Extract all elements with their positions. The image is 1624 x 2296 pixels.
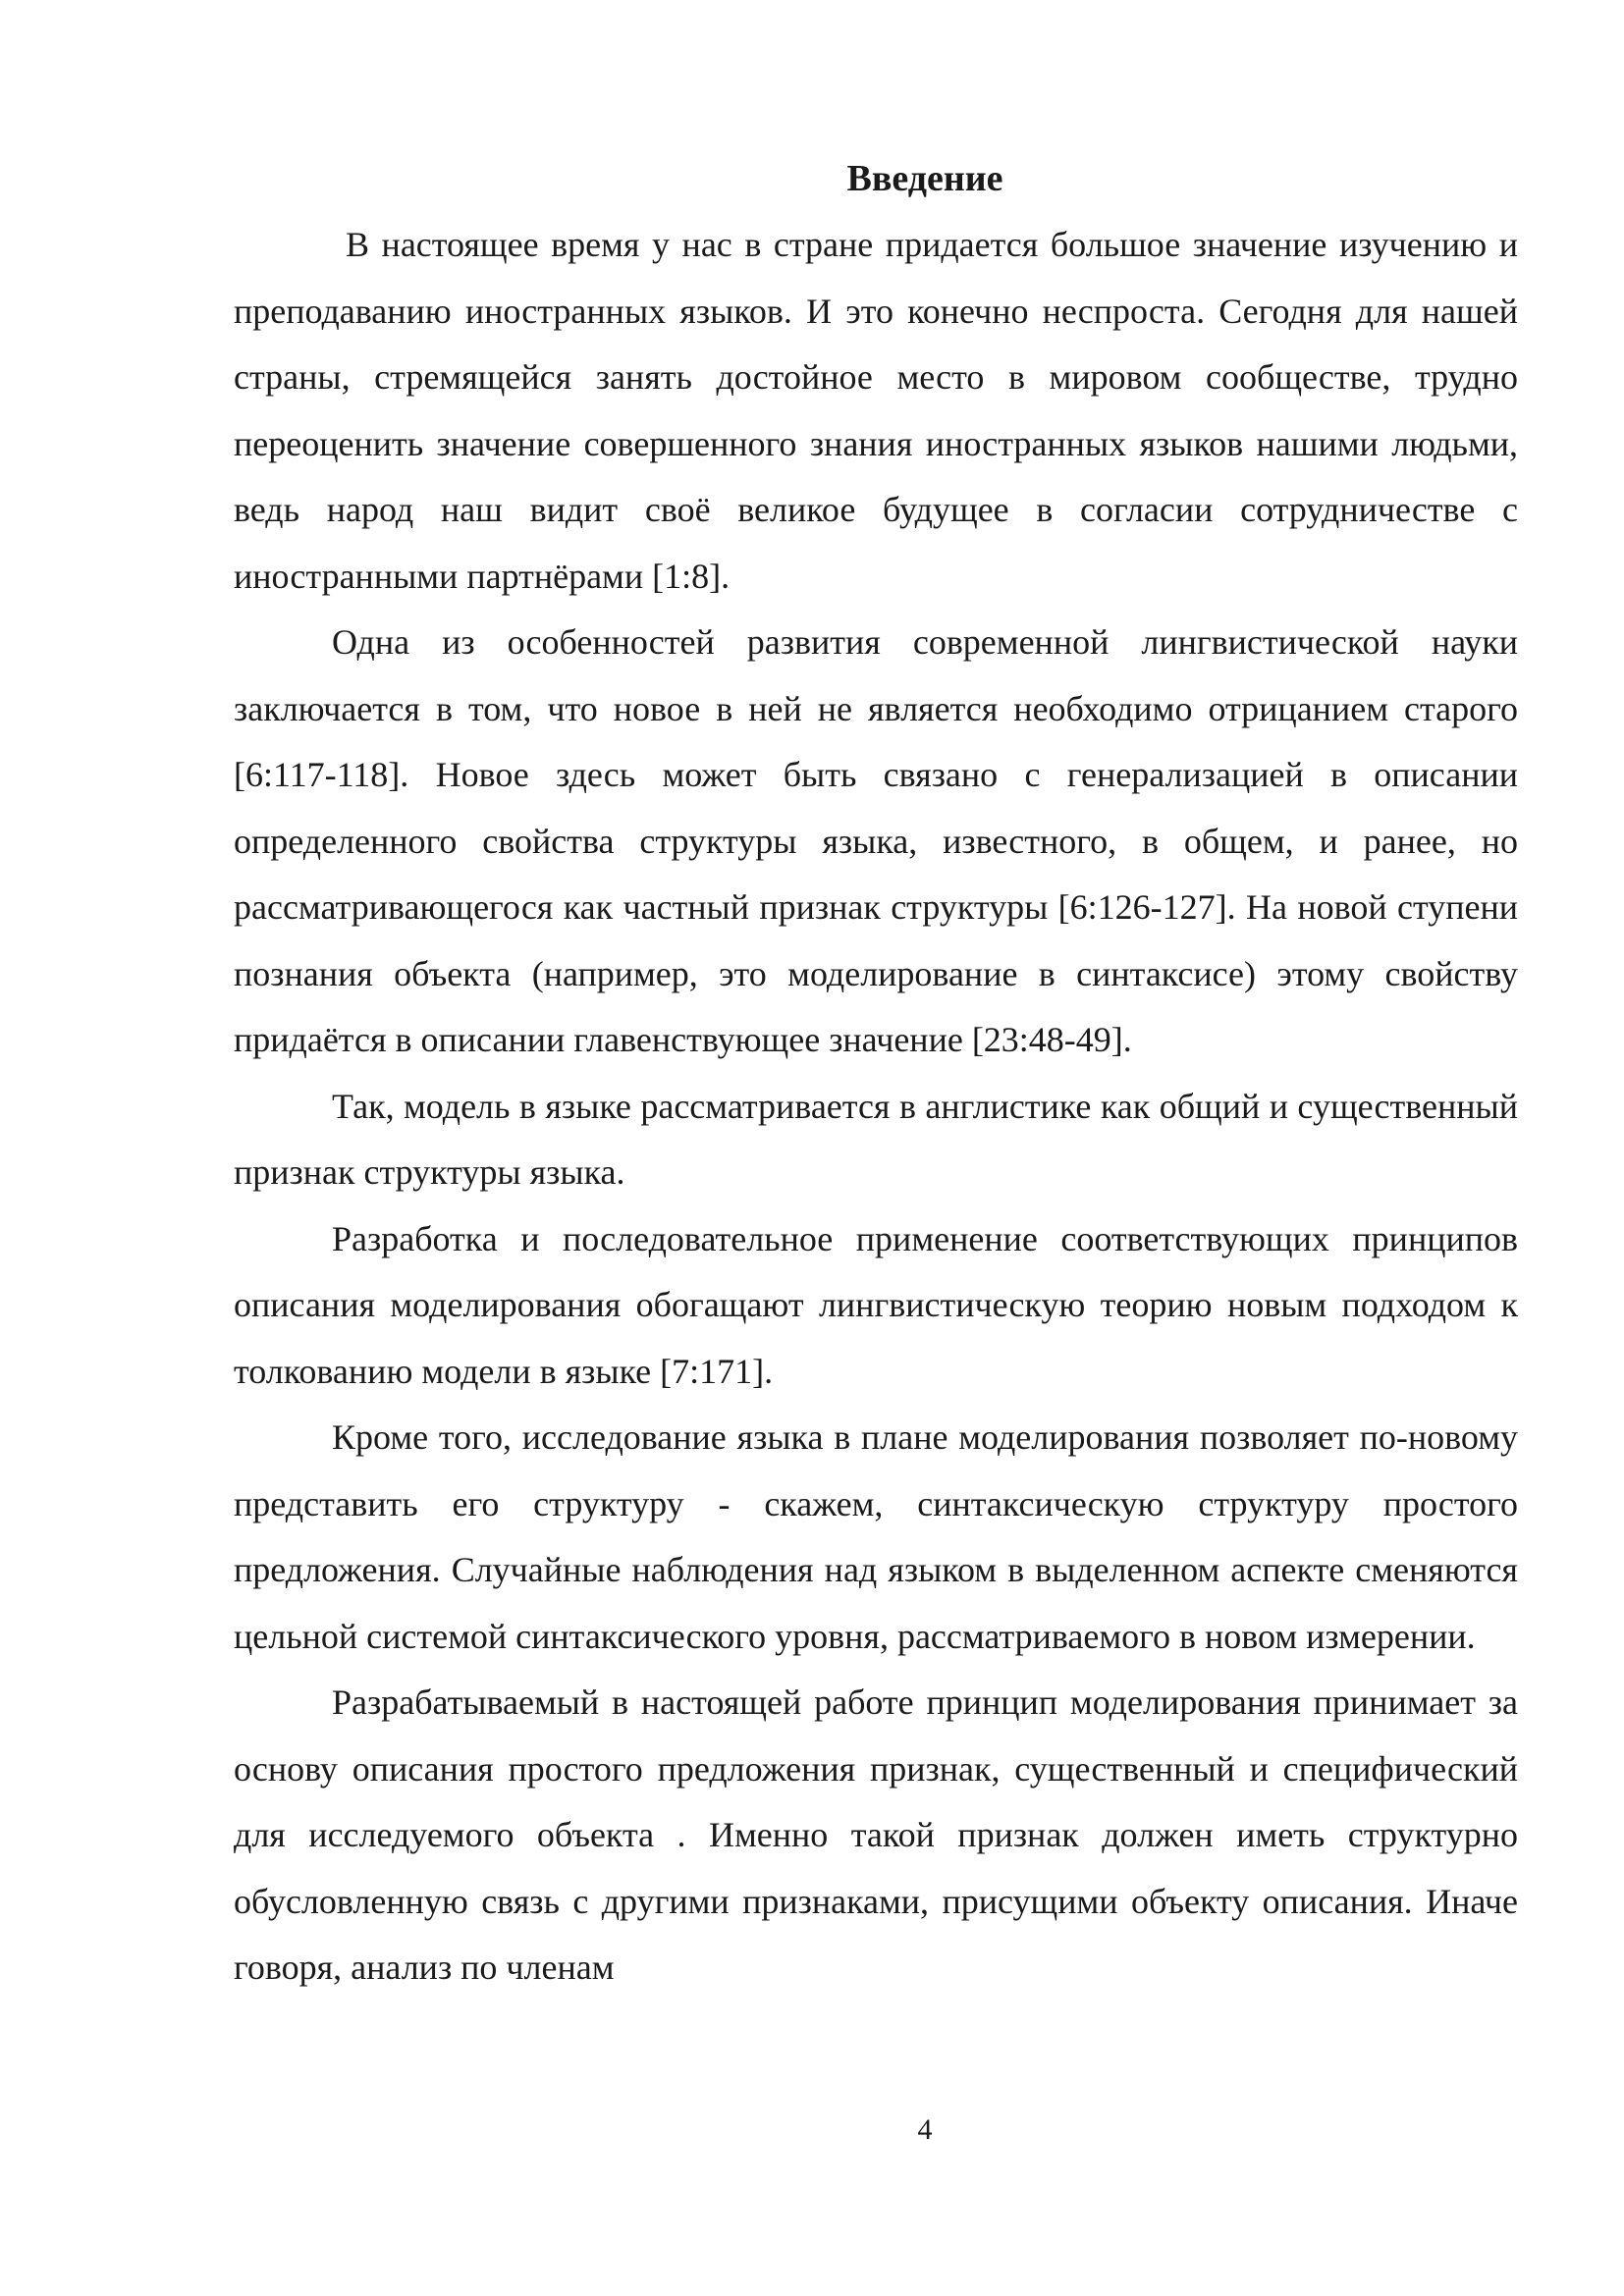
paragraph-5: Кроме того, исследование языка в плане моделирования позволяет по-новому представить его структуру - скажем, синтаксическую структуру простого предложения. Случайные наблюдения над языком в выделенном аспекте сменяются цельной системой синтаксического уровня, рассматриваемого в новом измерении. [234, 1417, 1518, 1656]
section-title: Введение [846, 158, 1003, 199]
paragraph-1: В настоящее время у нас в стране придается большое значение изучению и преподаванию иностранных языков. И это конечно неспроста. Сегодня для нашей страны, стремящейся занять достойное место в мировом сообществе, трудно переоценить значение совершенного знания иностранных языков нашими людьми, ведь народ наш видит своё великое будущее в согласии сотрудничестве с иностранными партнёрами [1:8]. [234, 225, 1518, 596]
paragraph-6: Разрабатываемый в настоящей работе принцип моделирования принимает за основу описания простого предложения признак, существенный и специфический для исследуемого объекта . Именно такой признак должен иметь структурно обусловленную связь с другими признаками, присущими объекту описания. Иначе говоря, анализ по членам [234, 1682, 1518, 1987]
paragraph-3: Так, модель в языке рассматривается в англистике как общий и существенный признак структуры языка. [234, 1086, 1518, 1192]
paragraph-4: Разработка и последовательное применение соответствующих принципов описания моделирования обогащают лингвистическую теорию новым подходом к толкованию модели в языке [7:171]. [234, 1218, 1518, 1391]
document-body [234, 212, 1518, 2002]
page-number: 4 [917, 2113, 933, 2146]
paragraph-2: Одна из особенностей развития современной лингвистической науки заключается в том, что новое в ней не является необходимо отрицанием старого [6:117-118]. Новое здесь может быть связано с генерализацией в описании определенного свойства структуры языка, известного, в общем, и ранее, но рассматривающегося как частный признак структуры [6:126-127]. На новой ступени познания объекта (например, это моделирование в синтаксисе) этому свойству придаётся в описании главенствующее значение [23:48-49]. [234, 622, 1518, 1059]
